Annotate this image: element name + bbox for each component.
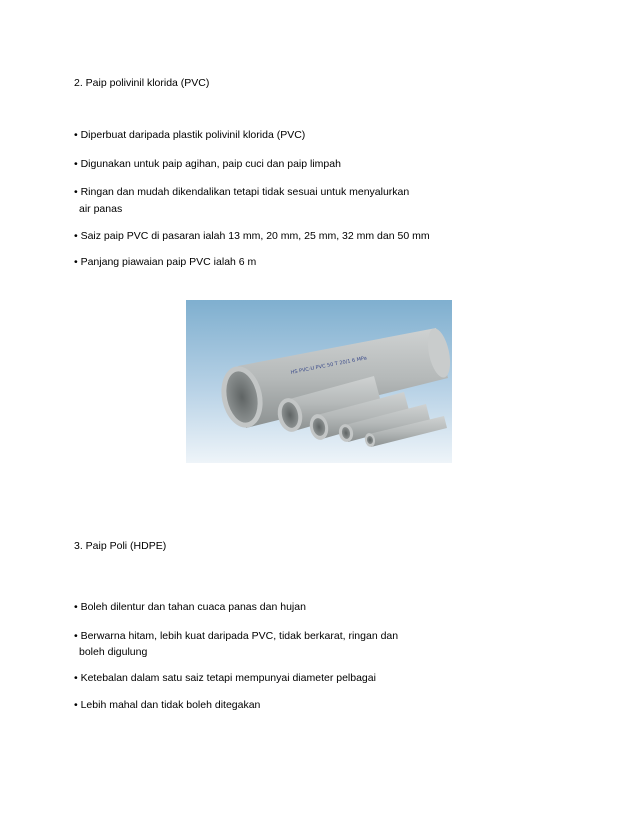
- bullet-pvc-weight-continued: air panas: [79, 203, 123, 215]
- bullet-hdpe-flexible: • Boleh dilentur dan tahan cuaca panas dan hujan: [74, 601, 306, 613]
- bullet-pvc-weight: • Ringan dan mudah dikendalikan tetapi tidak sesuai untuk menyalurkan: [74, 186, 410, 198]
- section-heading-pvc: 2. Paip polivinil klorida (PVC): [74, 77, 210, 89]
- section-heading-hdpe: 3. Paip Poli (HDPE): [74, 540, 167, 552]
- bullet-pvc-sizes: • Saiz paip PVC di pasaran ialah 13 mm, 20 mm, 25 mm, 32 mm dan 50 mm: [74, 230, 430, 242]
- bullet-hdpe-thickness: • Ketebalan dalam satu saiz tetapi mempunyai diameter pelbagai: [74, 672, 376, 684]
- bullet-pvc-usage: • Digunakan untuk paip agihan, paip cuci dan paip limpah: [74, 158, 341, 170]
- bullet-pvc-material: • Diperbuat daripada plastik polivinil klorida (PVC): [74, 129, 306, 141]
- bullet-hdpe-price: • Lebih mahal dan tidak boleh ditegakan: [74, 699, 261, 711]
- bullet-hdpe-color: • Berwarna hitam, lebih kuat daripada PVC, tidak berkarat, ringan dan: [74, 630, 399, 642]
- bullet-hdpe-color-continued: boleh digulung: [79, 646, 148, 658]
- bullet-pvc-length: • Panjang piawaian paip PVC ialah 6 m: [74, 256, 257, 268]
- svg-text:HS PVC-U PVC 50 T 20/1 6 MPa: HS PVC-U PVC 50 T 20/1 6 MPa: [290, 355, 368, 376]
- pvc-pipes-photo: [186, 300, 452, 463]
